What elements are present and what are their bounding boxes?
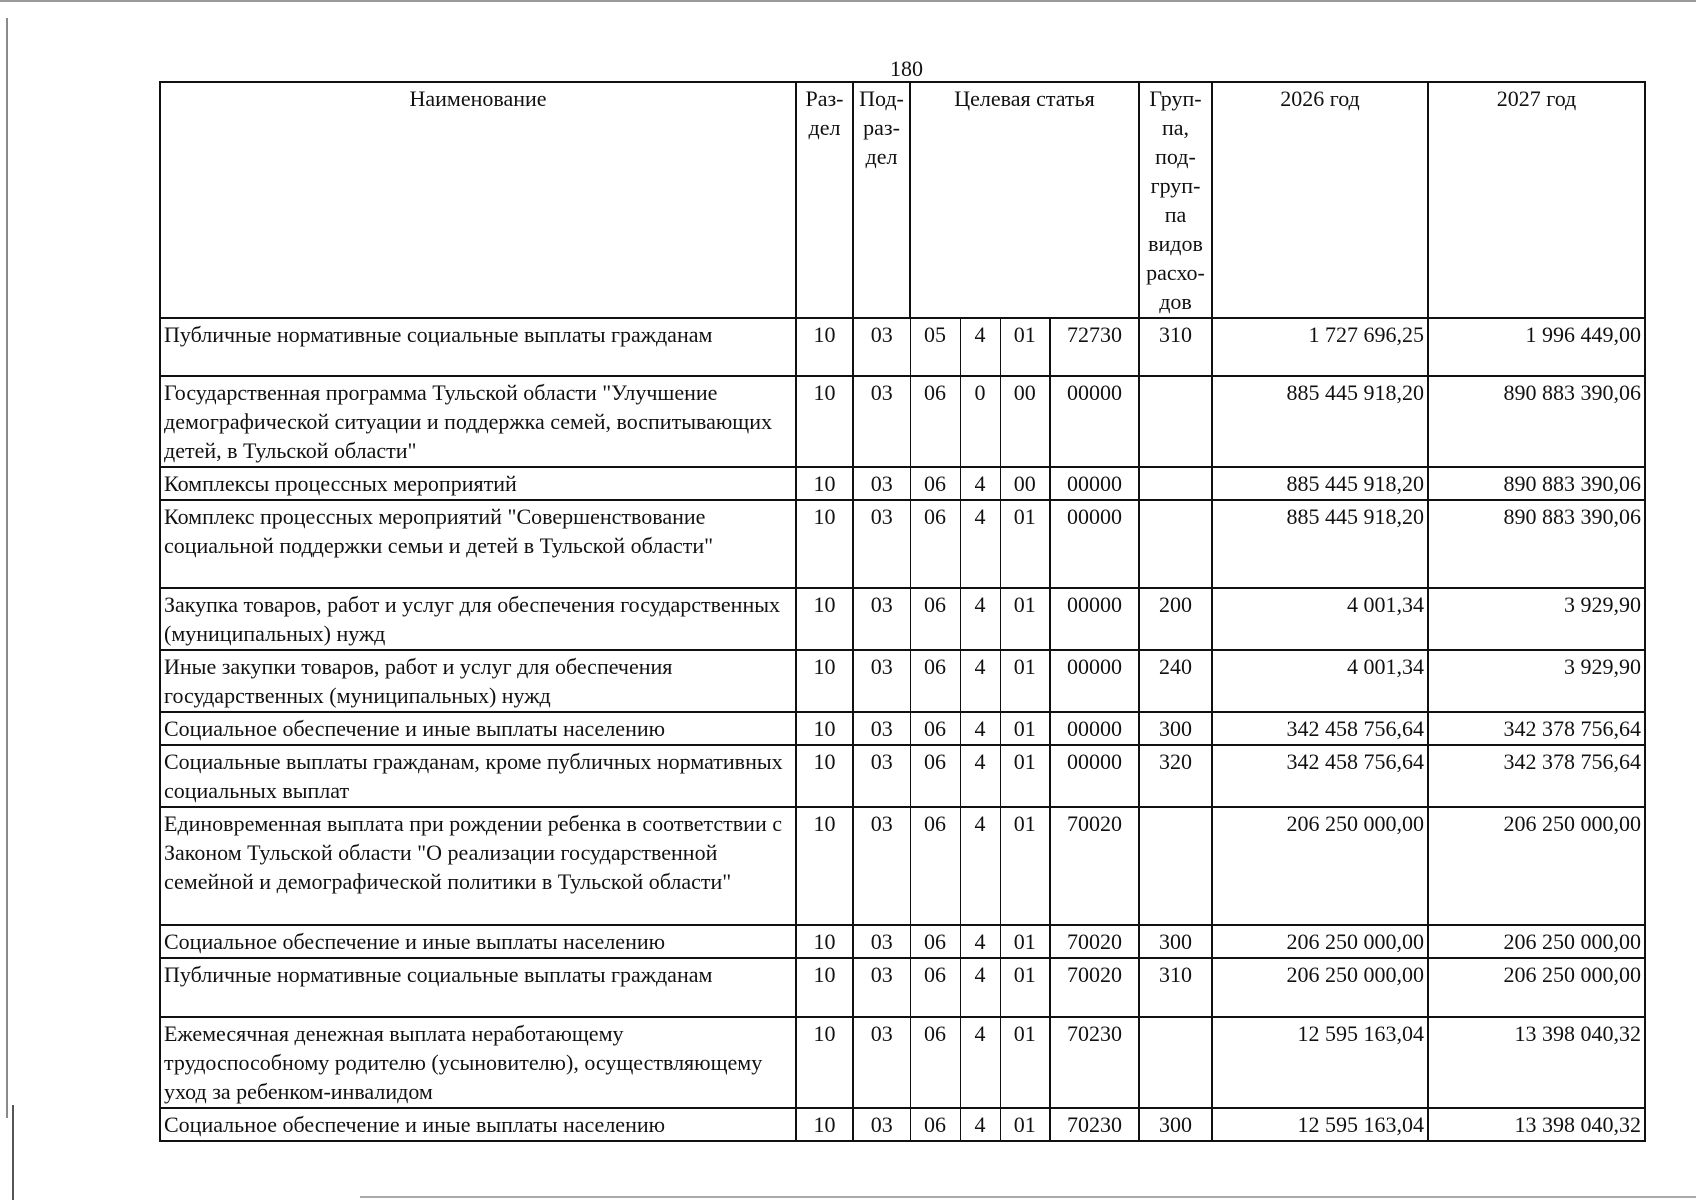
row-target-type: 4 [960, 925, 1000, 958]
row-amount-2027: 206 250 000,00 [1428, 958, 1645, 1017]
row-target-type: 4 [960, 650, 1000, 712]
table-row [160, 500, 1645, 588]
row-podrazdel: 03 [853, 1108, 910, 1141]
row-target-direction: 00000 [1050, 376, 1139, 467]
row-razdel: 10 [796, 1108, 853, 1141]
row-target-element: 01 [1000, 318, 1050, 376]
row-target-program: 06 [910, 745, 960, 807]
row-expense-group [1139, 376, 1212, 467]
table-row [160, 1108, 1645, 1141]
row-target-direction: 00000 [1050, 500, 1139, 588]
row-expense-group: 320 [1139, 745, 1212, 807]
row-podrazdel: 03 [853, 588, 910, 650]
row-name: Социальное обеспечение и иные выплаты населению [160, 712, 796, 745]
row-target-program: 05 [910, 318, 960, 376]
row-name: Закупка товаров, работ и услуг для обеспечения государственных (муниципальных) нужд [160, 588, 796, 650]
table-row [160, 745, 1645, 807]
table-row [160, 958, 1645, 1017]
row-amount-2027: 342 378 756,64 [1428, 745, 1645, 807]
row-target-type: 4 [960, 1017, 1000, 1108]
budget-table [159, 81, 1646, 1142]
row-target-type: 4 [960, 712, 1000, 745]
scan-edge-top [0, 0, 1696, 2]
row-expense-group: 310 [1139, 958, 1212, 1017]
row-target-element: 01 [1000, 500, 1050, 588]
row-target-element: 00 [1000, 467, 1050, 500]
row-amount-2027: 342 378 756,64 [1428, 712, 1645, 745]
row-target-program: 06 [910, 807, 960, 925]
row-target-element: 01 [1000, 925, 1050, 958]
row-name: Социальные выплаты гражданам, кроме публичных нормативных социальных выплат [160, 745, 796, 807]
table-row [160, 588, 1645, 650]
row-podrazdel: 03 [853, 745, 910, 807]
row-razdel: 10 [796, 500, 853, 588]
row-target-type: 4 [960, 588, 1000, 650]
row-amount-2026: 206 250 000,00 [1212, 925, 1428, 958]
row-name: Единовременная выплата при рождении ребенка в соответствии с Законом Тульской области "О реализации государственной семейной и демографической политики в Тульской области" [160, 807, 796, 925]
row-podrazdel: 03 [853, 712, 910, 745]
row-razdel: 10 [796, 925, 853, 958]
row-target-type: 0 [960, 376, 1000, 467]
row-target-direction: 00000 [1050, 712, 1139, 745]
row-target-direction: 70020 [1050, 807, 1139, 925]
scan-mark-left [12, 1105, 14, 1200]
header-target-article: Целевая статья [910, 82, 1139, 318]
row-amount-2026: 12 595 163,04 [1212, 1108, 1428, 1141]
row-podrazdel: 03 [853, 807, 910, 925]
row-amount-2026: 885 445 918,20 [1212, 467, 1428, 500]
header-expense-group: Груп- па, под- груп- па видов расхо- дов [1139, 82, 1212, 318]
header-year-2026: 2026 год [1212, 82, 1428, 318]
row-razdel: 10 [796, 467, 853, 500]
row-target-program: 06 [910, 1017, 960, 1108]
table-row [160, 712, 1645, 745]
row-expense-group [1139, 1017, 1212, 1108]
row-amount-2026: 4 001,34 [1212, 588, 1428, 650]
header-year-2027: 2027 год [1428, 82, 1645, 318]
row-amount-2026: 885 445 918,20 [1212, 500, 1428, 588]
table-row [160, 376, 1645, 467]
header-razdel: Раз- дел [796, 82, 853, 318]
scan-edge-left [6, 18, 8, 1118]
row-razdel: 10 [796, 650, 853, 712]
row-target-direction: 00000 [1050, 467, 1139, 500]
row-target-program: 06 [910, 712, 960, 745]
row-target-type: 4 [960, 745, 1000, 807]
row-expense-group [1139, 500, 1212, 588]
row-target-program: 06 [910, 958, 960, 1017]
row-expense-group: 300 [1139, 712, 1212, 745]
row-target-element: 01 [1000, 745, 1050, 807]
row-name: Комплексы процессных мероприятий [160, 467, 796, 500]
row-amount-2027: 3 929,90 [1428, 588, 1645, 650]
row-amount-2026: 206 250 000,00 [1212, 807, 1428, 925]
row-target-type: 4 [960, 1108, 1000, 1141]
row-target-direction: 70230 [1050, 1017, 1139, 1108]
row-target-direction: 72730 [1050, 318, 1139, 376]
row-target-program: 06 [910, 376, 960, 467]
row-podrazdel: 03 [853, 500, 910, 588]
row-target-type: 4 [960, 467, 1000, 500]
table-row [160, 925, 1645, 958]
scan-edge-bottom [360, 1196, 1696, 1198]
row-target-element: 01 [1000, 958, 1050, 1017]
row-expense-group: 310 [1139, 318, 1212, 376]
row-podrazdel: 03 [853, 1017, 910, 1108]
row-target-type: 4 [960, 807, 1000, 925]
row-amount-2027: 890 883 390,06 [1428, 376, 1645, 467]
row-amount-2027: 890 883 390,06 [1428, 467, 1645, 500]
row-expense-group: 240 [1139, 650, 1212, 712]
row-amount-2027: 1 996 449,00 [1428, 318, 1645, 376]
row-razdel: 10 [796, 1017, 853, 1108]
row-target-program: 06 [910, 925, 960, 958]
row-target-element: 01 [1000, 1017, 1050, 1108]
row-target-program: 06 [910, 588, 960, 650]
row-razdel: 10 [796, 712, 853, 745]
row-target-direction: 00000 [1050, 650, 1139, 712]
row-amount-2026: 206 250 000,00 [1212, 958, 1428, 1017]
row-razdel: 10 [796, 318, 853, 376]
row-razdel: 10 [796, 376, 853, 467]
row-amount-2026: 342 458 756,64 [1212, 745, 1428, 807]
row-razdel: 10 [796, 745, 853, 807]
row-target-element: 01 [1000, 650, 1050, 712]
row-razdel: 10 [796, 588, 853, 650]
row-amount-2027: 13 398 040,32 [1428, 1108, 1645, 1141]
table-row [160, 650, 1645, 712]
table-row [160, 318, 1645, 376]
row-amount-2027: 3 929,90 [1428, 650, 1645, 712]
row-target-program: 06 [910, 500, 960, 588]
row-name: Ежемесячная денежная выплата неработающему трудоспособному родителю (усыновителю), осуществляющему уход за ребенком-инвалидом [160, 1017, 796, 1108]
header-podrazdel: Под- раз- дел [853, 82, 910, 318]
row-name: Иные закупки товаров, работ и услуг для обеспечения государственных (муниципальных) нужд [160, 650, 796, 712]
row-expense-group: 200 [1139, 588, 1212, 650]
row-target-type: 4 [960, 500, 1000, 588]
row-name: Комплекс процессных мероприятий "Совершенствование социальной поддержки семьи и детей в Тульской области" [160, 500, 796, 588]
row-expense-group [1139, 807, 1212, 925]
row-podrazdel: 03 [853, 376, 910, 467]
row-target-element: 01 [1000, 1108, 1050, 1141]
row-razdel: 10 [796, 958, 853, 1017]
header-name: Наименование [160, 82, 796, 318]
row-target-direction: 70230 [1050, 1108, 1139, 1141]
row-target-type: 4 [960, 318, 1000, 376]
row-podrazdel: 03 [853, 958, 910, 1017]
table-body [160, 318, 1645, 1141]
row-target-program: 06 [910, 467, 960, 500]
row-amount-2026: 12 595 163,04 [1212, 1017, 1428, 1108]
row-target-direction: 70020 [1050, 958, 1139, 1017]
table-header-row [160, 82, 1645, 318]
row-amount-2027: 13 398 040,32 [1428, 1017, 1645, 1108]
row-target-element: 01 [1000, 807, 1050, 925]
row-podrazdel: 03 [853, 318, 910, 376]
row-razdel: 10 [796, 807, 853, 925]
row-target-direction: 70020 [1050, 925, 1139, 958]
row-amount-2026: 1 727 696,25 [1212, 318, 1428, 376]
row-target-program: 06 [910, 650, 960, 712]
row-amount-2027: 206 250 000,00 [1428, 807, 1645, 925]
row-amount-2026: 885 445 918,20 [1212, 376, 1428, 467]
row-target-type: 4 [960, 958, 1000, 1017]
row-amount-2027: 890 883 390,06 [1428, 500, 1645, 588]
row-expense-group: 300 [1139, 1108, 1212, 1141]
row-amount-2027: 206 250 000,00 [1428, 925, 1645, 958]
table-row [160, 1017, 1645, 1108]
row-expense-group: 300 [1139, 925, 1212, 958]
row-target-element: 00 [1000, 376, 1050, 467]
row-target-direction: 00000 [1050, 588, 1139, 650]
row-amount-2026: 4 001,34 [1212, 650, 1428, 712]
row-name: Государственная программа Тульской области "Улучшение демографической ситуации и поддержка семей, воспитывающих детей, в Тульской области" [160, 376, 796, 467]
table-row [160, 807, 1645, 925]
row-expense-group [1139, 467, 1212, 500]
row-name: Социальное обеспечение и иные выплаты населению [160, 925, 796, 958]
row-target-element: 01 [1000, 712, 1050, 745]
row-podrazdel: 03 [853, 467, 910, 500]
row-name: Публичные нормативные социальные выплаты гражданам [160, 958, 796, 1017]
table-row [160, 467, 1645, 500]
row-name: Публичные нормативные социальные выплаты гражданам [160, 318, 796, 376]
row-podrazdel: 03 [853, 650, 910, 712]
page-number: 180 [890, 56, 923, 81]
row-target-program: 06 [910, 1108, 960, 1141]
row-target-element: 01 [1000, 588, 1050, 650]
row-amount-2026: 342 458 756,64 [1212, 712, 1428, 745]
row-podrazdel: 03 [853, 925, 910, 958]
row-name: Социальное обеспечение и иные выплаты населению [160, 1108, 796, 1141]
row-target-direction: 00000 [1050, 745, 1139, 807]
